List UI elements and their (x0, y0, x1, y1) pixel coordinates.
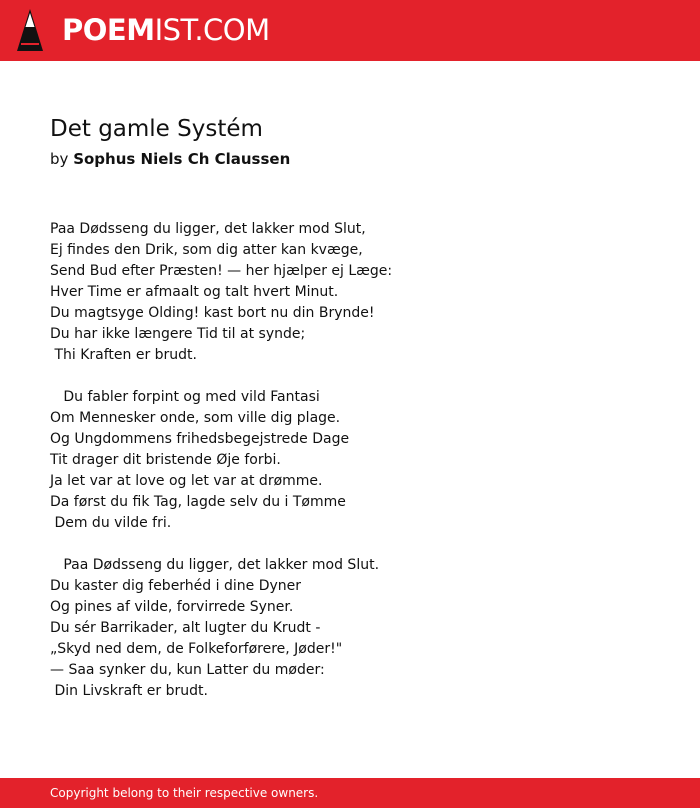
copyright-text: Copyright belong to their respective owners. (50, 786, 319, 800)
brand-light: IST.COM (154, 13, 270, 47)
poem-line: Om Mennesker onde, som ville dig plage. (50, 410, 341, 426)
poem-line: Paa Dødsseng du ligger, det lakker mod Slut. (50, 557, 380, 573)
site-logo-text[interactable] (62, 10, 270, 50)
poem-line: Send Bud efter Præsten! — her hjælper ej Læge: (50, 263, 393, 279)
poem-stanza (50, 387, 670, 534)
poem-line: Du fabler forpint og med vild Fantasi (50, 389, 320, 405)
poem-line: Og Ungdommens frihedsbegejstrede Dage (50, 431, 350, 447)
pencil-icon[interactable] (17, 9, 43, 51)
poem-line: „Skyd ned dem, de Folkeforførere, Jøder!" (50, 641, 343, 657)
poem-stanza (50, 219, 670, 366)
site-footer (0, 778, 700, 808)
author-name: Sophus Niels Ch Claussen (73, 150, 291, 168)
poem-line: Thi Kraften er brudt. (50, 347, 197, 363)
poem-line: Du har ikke længere Tid til at synde; (50, 326, 306, 342)
poem-line: Dem du vilde fri. (50, 515, 172, 531)
brand-bold: POEM (62, 13, 155, 47)
poem-line: Du kaster dig feberhéd i dine Dyner (50, 578, 301, 594)
poem-line: Ej findes den Drik, som dig atter kan kvæge, (50, 242, 363, 258)
poem-line: Paa Dødsseng du ligger, det lakker mod Slut, (50, 221, 366, 237)
poem-line: Du sér Barrikader, alt lugter du Krudt - (50, 620, 321, 636)
poem-line: Hver Time er afmaalt og talt hvert Minut. (50, 284, 339, 300)
poem-line: Og pines af vilde, forvirrede Syner. (50, 599, 294, 615)
poem-line: Tit drager dit bristende Øje forbi. (50, 452, 281, 468)
poem-line: Da først du fik Tag, lagde selv du i Tømme (50, 494, 346, 510)
poem-title: Det gamle Systém (50, 116, 263, 142)
poem-stanza (50, 555, 670, 702)
poem-body (50, 219, 670, 723)
poem-line: — Saa synker du, kun Latter du møder: (50, 662, 325, 678)
byline (50, 150, 290, 168)
poem-line: Din Livskraft er brudt. (50, 683, 208, 699)
poem-line: Du magtsyge Olding! kast bort nu din Brynde! (50, 305, 375, 321)
by-label: by (50, 150, 69, 168)
site-header (0, 0, 700, 61)
poem-line: Ja let var at love og let var at drømme. (50, 473, 323, 489)
